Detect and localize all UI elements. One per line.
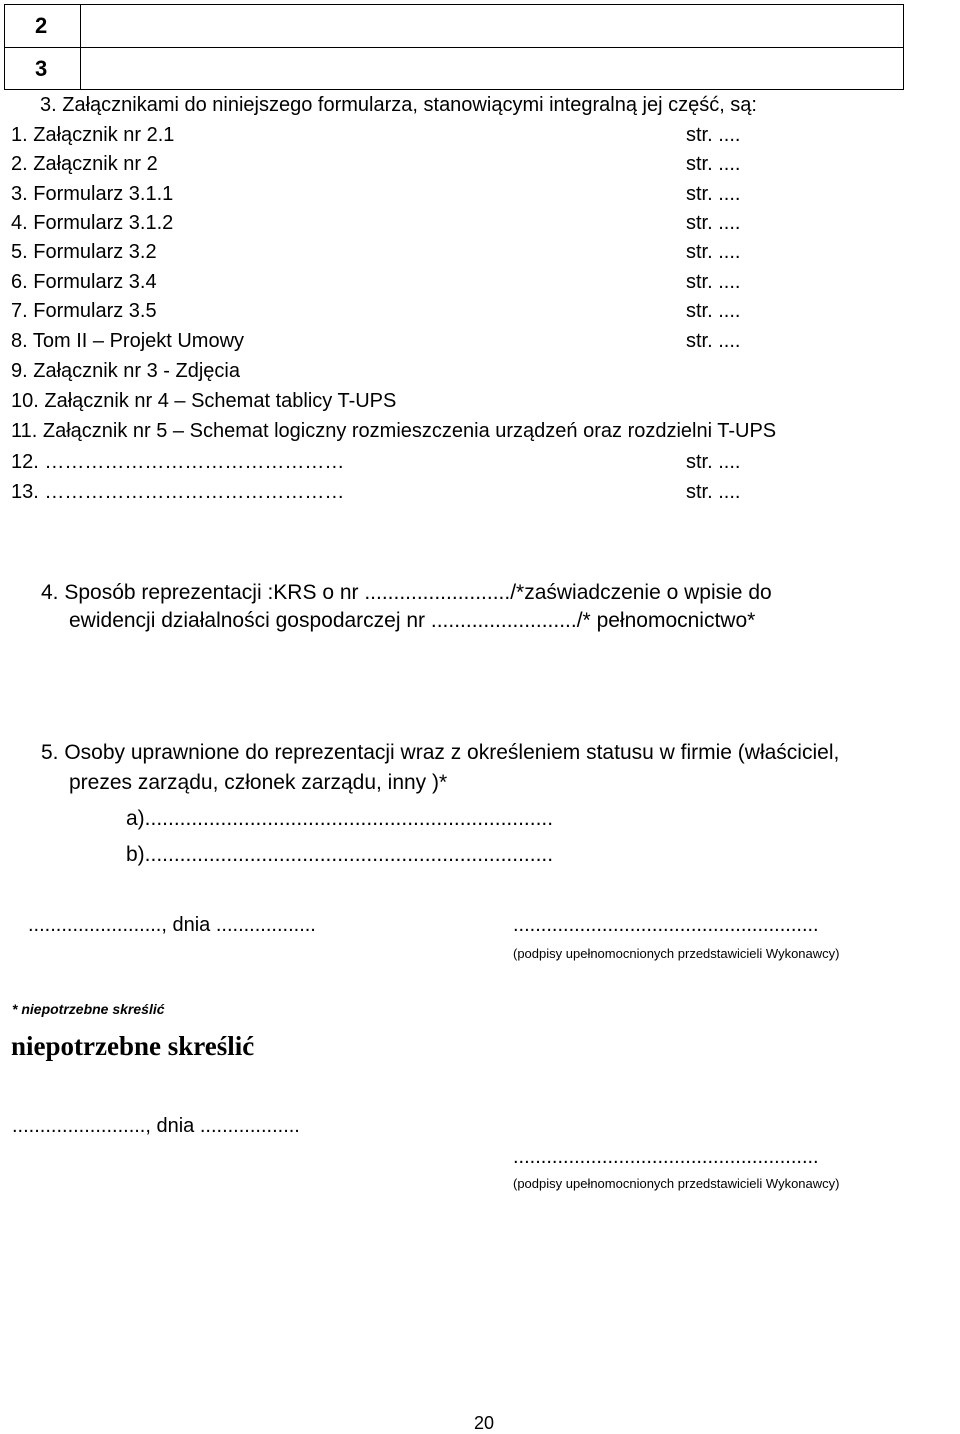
signature-dots: .......................................................: [513, 914, 819, 936]
list-item: 10. Załącznik nr 4 – Schemat tablicy T-UPS: [11, 390, 397, 412]
section5-line2: prezes zarządu, członek zarządu, inny )*: [69, 771, 448, 794]
list-item: 8. Tom II – Projekt Umowy: [11, 330, 245, 352]
footnote-small: * niepotrzebne skreślić: [12, 1001, 165, 1017]
place-date-line: ........................, dnia ..................: [12, 1115, 300, 1137]
header-row-number: 2: [5, 5, 81, 47]
page-ref: str. ....: [686, 241, 741, 263]
list-item: 5. Formularz 3.2: [11, 241, 157, 263]
section3-heading: 3. Załącznikami do niniejszego formularza, stanowiącymi integralną jej część, są:: [40, 94, 757, 116]
list-item: 2. Załącznik nr 2: [11, 153, 158, 175]
section4-line1: 4. Sposób reprezentacji :KRS o nr ........................./*zaświadczenie o wpisie do: [41, 581, 772, 604]
header-table-row: [5, 48, 903, 90]
place-date-line: ........................, dnia ..................: [28, 914, 316, 936]
page-ref: str. ....: [686, 124, 741, 146]
page-ref: str. ....: [686, 481, 741, 503]
representative-a: a)......................................................................: [126, 807, 554, 830]
section4-line2: ewidencji działalności gospodarczej nr ........................./* pełnomocnictwo*: [69, 609, 756, 632]
list-item: 13. ………………………………………: [11, 481, 345, 503]
page-ref: str. ....: [686, 183, 741, 205]
signature-caption: (podpisy upełnomocnionych przedstawicieli Wykonawcy): [513, 946, 840, 961]
signature-caption: (podpisy upełnomocnionych przedstawicieli Wykonawcy): [513, 1176, 840, 1191]
section5-line1: 5. Osoby uprawnione do reprezentacji wraz z określeniem statusu w firmie (właściciel,: [41, 741, 840, 764]
page-ref: str. ....: [686, 153, 741, 175]
representative-b: b)......................................................................: [126, 843, 554, 866]
page-ref: str. ....: [686, 212, 741, 234]
page-number: 20: [474, 1413, 495, 1433]
list-item: 9. Załącznik nr 3 - Zdjęcia: [11, 360, 240, 382]
page-ref: str. ....: [686, 451, 741, 473]
list-item: 3. Formularz 3.1.1: [11, 183, 174, 205]
footnote-large: niepotrzebne skreślić: [11, 1031, 255, 1061]
list-item: 1. Załącznik nr 2.1: [11, 124, 175, 146]
signature-dots: .......................................................: [513, 1146, 819, 1168]
page-ref: str. ....: [686, 330, 741, 352]
header-table: [4, 4, 904, 90]
list-item: 4. Formularz 3.1.2: [11, 212, 174, 234]
list-item: 7. Formularz 3.5: [11, 300, 157, 322]
list-item: 11. Załącznik nr 5 – Schemat logiczny rozmieszczenia urządzeń oraz rozdzielni T-UPS: [11, 420, 777, 442]
page-ref: str. ....: [686, 300, 741, 322]
list-item: 12. ………………………………………: [11, 451, 345, 473]
list-item: 6. Formularz 3.4: [11, 271, 157, 293]
header-row-number: 3: [5, 48, 81, 90]
header-table-row: [5, 5, 903, 48]
page-ref: str. ....: [686, 271, 741, 293]
